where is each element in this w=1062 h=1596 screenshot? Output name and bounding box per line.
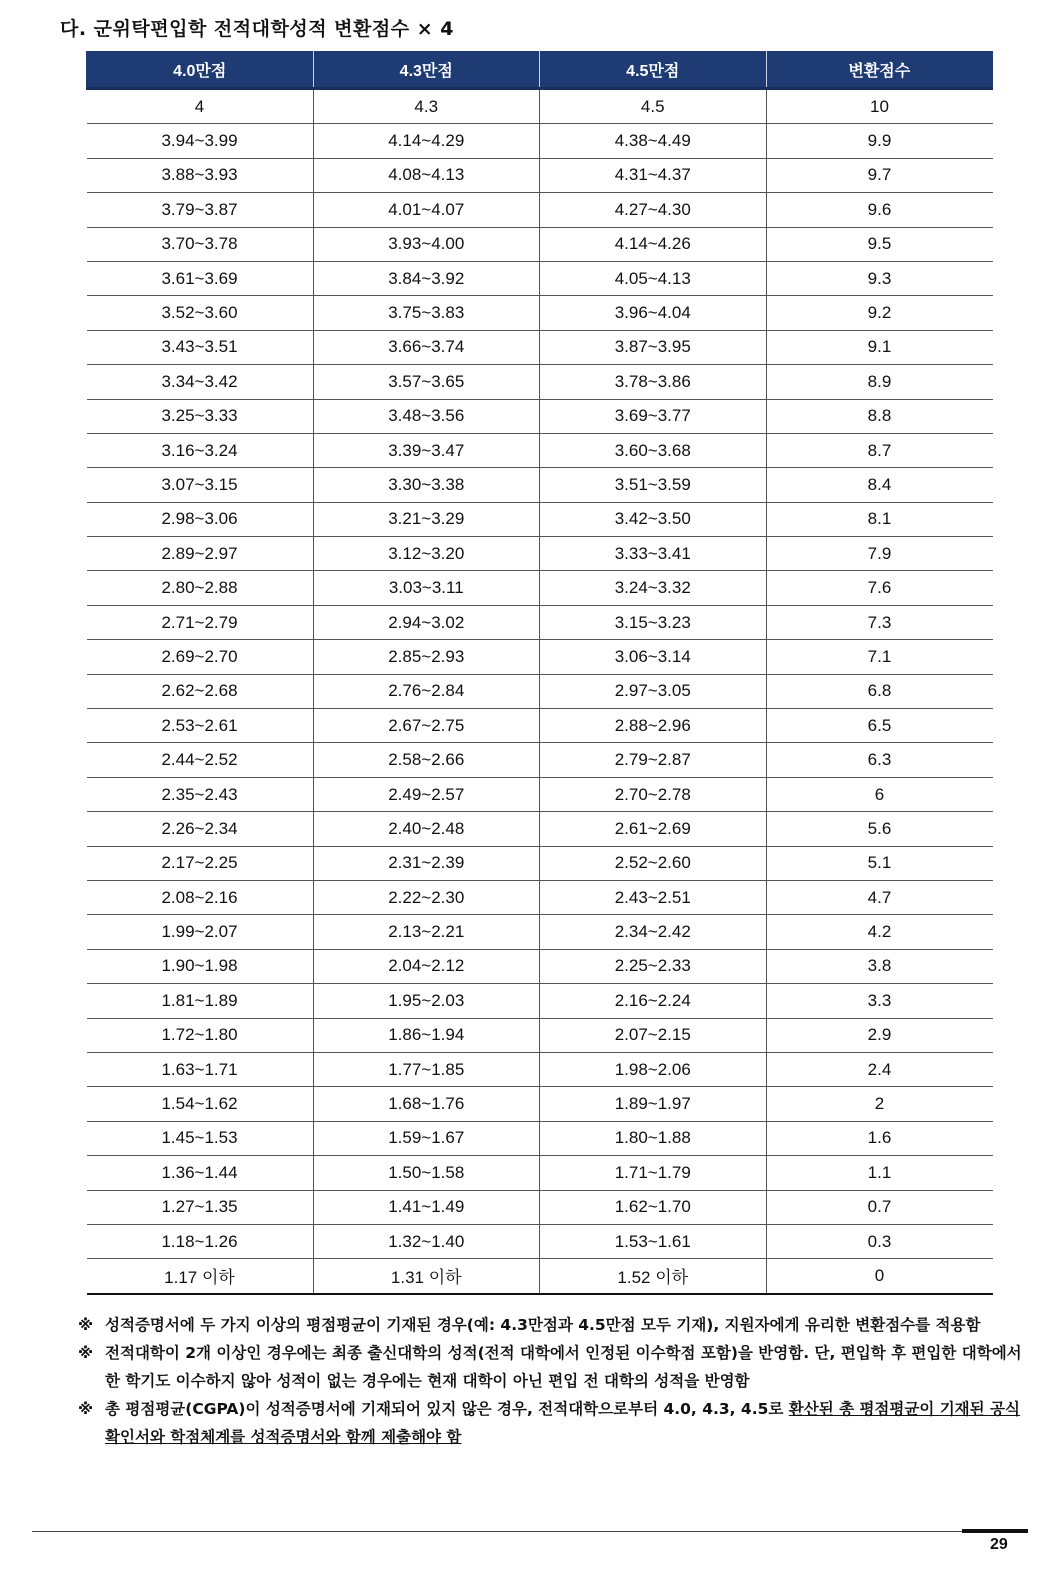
table-cell: 2.4 — [766, 1052, 993, 1086]
table-cell: 1.41~1.49 — [313, 1190, 540, 1224]
table-cell: 3.24~3.32 — [540, 571, 767, 605]
table-row — [87, 777, 993, 811]
table-cell: 0.7 — [766, 1190, 993, 1224]
table-row — [87, 709, 993, 743]
table-row — [87, 296, 993, 330]
table-row — [87, 846, 993, 880]
table-cell: 8.9 — [766, 365, 993, 399]
table-cell: 1.27~1.35 — [87, 1190, 314, 1224]
table-cell: 4.14~4.26 — [540, 227, 767, 261]
table-cell: 2.22~2.30 — [313, 880, 540, 914]
header-cell-4-5: 4.5만점 — [540, 52, 767, 89]
table-cell: 1.77~1.85 — [313, 1052, 540, 1086]
table-cell: 3.3 — [766, 984, 993, 1018]
table-cell: 8.8 — [766, 399, 993, 433]
table-row — [87, 468, 993, 502]
table-cell: 0 — [766, 1259, 993, 1294]
table-row — [87, 1121, 993, 1155]
table-cell: 3.03~3.11 — [313, 571, 540, 605]
table-cell: 2.44~2.52 — [87, 743, 314, 777]
table-cell: 3.69~3.77 — [540, 399, 767, 433]
table-cell: 8.1 — [766, 502, 993, 536]
table-cell: 1.89~1.97 — [540, 1087, 767, 1121]
table-cell: 3.33~3.41 — [540, 537, 767, 571]
table-cell: 5.6 — [766, 812, 993, 846]
table-cell: 2.80~2.88 — [87, 571, 314, 605]
table-cell: 3.06~3.14 — [540, 640, 767, 674]
table-cell: 2.40~2.48 — [313, 812, 540, 846]
note-item — [78, 1339, 1028, 1395]
table-cell: 2.16~2.24 — [540, 984, 767, 1018]
table-cell: 2.58~2.66 — [313, 743, 540, 777]
table-row — [87, 89, 993, 124]
table-cell: 2.26~2.34 — [87, 812, 314, 846]
table-cell: 7.3 — [766, 605, 993, 639]
table-cell: 9.1 — [766, 330, 993, 364]
table-cell: 2.97~3.05 — [540, 674, 767, 708]
table-cell: 1.80~1.88 — [540, 1121, 767, 1155]
note-mark: ※ — [78, 1316, 94, 1334]
table-cell: 7.1 — [766, 640, 993, 674]
table-row — [87, 537, 993, 571]
table-cell: 6.8 — [766, 674, 993, 708]
table-header-row — [87, 52, 993, 89]
table-row — [87, 1259, 993, 1294]
table-cell: 10 — [766, 89, 993, 124]
table-cell: 9.6 — [766, 193, 993, 227]
table-row — [87, 1052, 993, 1086]
table-cell: 9.7 — [766, 158, 993, 192]
table-cell: 4.2 — [766, 915, 993, 949]
table-cell: 7.9 — [766, 537, 993, 571]
header-cell-4-0: 4.0만점 — [87, 52, 314, 89]
table-cell: 3.07~3.15 — [87, 468, 314, 502]
table-cell: 1.52 이하 — [540, 1259, 767, 1294]
table-row — [87, 365, 993, 399]
page-number: 29 — [990, 1536, 1008, 1553]
table-cell: 1.31 이하 — [313, 1259, 540, 1294]
table-row — [87, 330, 993, 364]
table-cell: 2.62~2.68 — [87, 674, 314, 708]
table-cell: 1.62~1.70 — [540, 1190, 767, 1224]
footer-divider — [32, 1531, 1028, 1532]
table-cell: 4.38~4.49 — [540, 124, 767, 158]
table-cell: 6.5 — [766, 709, 993, 743]
table-cell: 1.98~2.06 — [540, 1052, 767, 1086]
table-cell: 1.32~1.40 — [313, 1224, 540, 1258]
table-cell: 9.3 — [766, 261, 993, 295]
table-cell: 2.04~2.12 — [313, 949, 540, 983]
table-cell: 3.79~3.87 — [87, 193, 314, 227]
table-cell: 4.08~4.13 — [313, 158, 540, 192]
table-row — [87, 915, 993, 949]
note-mark: ※ — [78, 1344, 94, 1362]
table-cell: 2.89~2.97 — [87, 537, 314, 571]
table-cell: 2.34~2.42 — [540, 915, 767, 949]
table-cell: 3.57~3.65 — [313, 365, 540, 399]
section-title: 다. 군위탁편입학 전적대학성적 변환점수 × 4 — [60, 18, 454, 40]
table-cell: 9.5 — [766, 227, 993, 261]
notes-section — [78, 1311, 1028, 1451]
table-row — [87, 433, 993, 467]
table-row — [87, 1190, 993, 1224]
note-item — [78, 1311, 1028, 1339]
table-cell: 1.17 이하 — [87, 1259, 314, 1294]
table-cell: 2.31~2.39 — [313, 846, 540, 880]
table-row — [87, 124, 993, 158]
note-item — [78, 1395, 1028, 1451]
table-cell: 3.87~3.95 — [540, 330, 767, 364]
table-cell: 1.54~1.62 — [87, 1087, 314, 1121]
table-row — [87, 227, 993, 261]
table-cell: 9.9 — [766, 124, 993, 158]
table-cell: 2.49~2.57 — [313, 777, 540, 811]
table-cell: 3.21~3.29 — [313, 502, 540, 536]
table-cell: 1.71~1.79 — [540, 1156, 767, 1190]
table-cell: 1.81~1.89 — [87, 984, 314, 1018]
table-cell: 3.60~3.68 — [540, 433, 767, 467]
table-row — [87, 674, 993, 708]
table-cell: 1.6 — [766, 1121, 993, 1155]
table-cell: 3.66~3.74 — [313, 330, 540, 364]
table-cell: 1.68~1.76 — [313, 1087, 540, 1121]
table-cell: 3.51~3.59 — [540, 468, 767, 502]
table-cell: 2.61~2.69 — [540, 812, 767, 846]
table-cell: 3.30~3.38 — [313, 468, 540, 502]
table-cell: 2.17~2.25 — [87, 846, 314, 880]
table-cell: 3.84~3.92 — [313, 261, 540, 295]
table-cell: 2.76~2.84 — [313, 674, 540, 708]
grade-conversion-table — [86, 51, 993, 1295]
table-row — [87, 571, 993, 605]
table-cell: 3.94~3.99 — [87, 124, 314, 158]
table-cell: 2.98~3.06 — [87, 502, 314, 536]
table-cell: 6.3 — [766, 743, 993, 777]
table-cell: 1.45~1.53 — [87, 1121, 314, 1155]
table-cell: 2.70~2.78 — [540, 777, 767, 811]
table-row — [87, 880, 993, 914]
table-cell: 2.25~2.33 — [540, 949, 767, 983]
table-cell: 9.2 — [766, 296, 993, 330]
table-cell: 2.71~2.79 — [87, 605, 314, 639]
table-cell: 3.93~4.00 — [313, 227, 540, 261]
table-cell: 3.39~3.47 — [313, 433, 540, 467]
table-cell: 3.88~3.93 — [87, 158, 314, 192]
table-row — [87, 399, 993, 433]
table-cell: 3.8 — [766, 949, 993, 983]
table-cell: 3.34~3.42 — [87, 365, 314, 399]
table-cell: 2.79~2.87 — [540, 743, 767, 777]
table-cell: 1.86~1.94 — [313, 1018, 540, 1052]
table-row — [87, 812, 993, 846]
table-cell: 0.3 — [766, 1224, 993, 1258]
table-cell: 4.3 — [313, 89, 540, 124]
table-cell: 2.69~2.70 — [87, 640, 314, 674]
table-cell: 4.7 — [766, 880, 993, 914]
table-cell: 1.59~1.67 — [313, 1121, 540, 1155]
table-row — [87, 640, 993, 674]
table-body — [87, 89, 993, 1294]
table-row — [87, 1018, 993, 1052]
table-cell: 2.07~2.15 — [540, 1018, 767, 1052]
table-cell: 2.35~2.43 — [87, 777, 314, 811]
table-cell: 3.43~3.51 — [87, 330, 314, 364]
table-cell: 4 — [87, 89, 314, 124]
table-cell: 3.96~4.04 — [540, 296, 767, 330]
note-text: 성적증명서에 두 가지 이상의 평점평균이 기재된 경우(예: 4.3만점과 4.5만점 모두 기재), 지원자에게 유리한 변환점수를 적용함 — [105, 1316, 981, 1334]
table-cell: 4.31~4.37 — [540, 158, 767, 192]
note-text-underlined: 환산된 총 평점평균이 기재된 공식 확인서와 학점체계를 성적증명서와 함께 제출해야 함 — [105, 1400, 1020, 1446]
table-cell: 3.61~3.69 — [87, 261, 314, 295]
table-cell: 2.53~2.61 — [87, 709, 314, 743]
table-cell: 1.72~1.80 — [87, 1018, 314, 1052]
table-row — [87, 261, 993, 295]
table-cell: 8.4 — [766, 468, 993, 502]
table-cell: 1.50~1.58 — [313, 1156, 540, 1190]
table-cell: 5.1 — [766, 846, 993, 880]
table-cell: 3.52~3.60 — [87, 296, 314, 330]
table-cell: 1.18~1.26 — [87, 1224, 314, 1258]
table-row — [87, 605, 993, 639]
table-row — [87, 949, 993, 983]
table-cell: 1.1 — [766, 1156, 993, 1190]
table-cell: 3.70~3.78 — [87, 227, 314, 261]
table-row — [87, 1224, 993, 1258]
table-cell: 1.90~1.98 — [87, 949, 314, 983]
table-cell: 2.94~3.02 — [313, 605, 540, 639]
table-cell: 3.25~3.33 — [87, 399, 314, 433]
table-cell: 2.9 — [766, 1018, 993, 1052]
table-cell: 4.05~4.13 — [540, 261, 767, 295]
table-cell: 2 — [766, 1087, 993, 1121]
table-row — [87, 743, 993, 777]
table-cell: 6 — [766, 777, 993, 811]
table-cell: 3.78~3.86 — [540, 365, 767, 399]
table-cell: 3.42~3.50 — [540, 502, 767, 536]
table-cell: 3.48~3.56 — [313, 399, 540, 433]
table-row — [87, 502, 993, 536]
table-cell: 3.12~3.20 — [313, 537, 540, 571]
table-cell: 2.52~2.60 — [540, 846, 767, 880]
table-cell: 3.15~3.23 — [540, 605, 767, 639]
table-cell: 2.88~2.96 — [540, 709, 767, 743]
note-text-plain: 총 평점평균(CGPA)이 성적증명서에 기재되어 있지 않은 경우, 전적대학으로부터 4.0, 4.3, 4.5로 — [105, 1400, 789, 1418]
table-cell: 2.08~2.16 — [87, 880, 314, 914]
table-cell: 1.95~2.03 — [313, 984, 540, 1018]
table-cell: 2.13~2.21 — [313, 915, 540, 949]
table-cell: 1.36~1.44 — [87, 1156, 314, 1190]
table-cell: 4.27~4.30 — [540, 193, 767, 227]
table-cell: 3.16~3.24 — [87, 433, 314, 467]
table-cell: 3.75~3.83 — [313, 296, 540, 330]
note-text: 전적대학이 2개 이상인 경우에는 최종 출신대학의 성적(전적 대학에서 인정된 이수학점 포함)을 반영함. 단, 편입학 후 편입한 대학에서 한 학기도 이수하지 않아 성적이 없는 경우에는 현재 대학이 아닌 편입 전 대학의 성적을 반영함 — [105, 1344, 1022, 1390]
table-cell: 4.01~4.07 — [313, 193, 540, 227]
header-cell-converted-score: 변환점수 — [766, 52, 993, 89]
note-mark: ※ — [78, 1400, 94, 1418]
table-cell: 1.63~1.71 — [87, 1052, 314, 1086]
table-row — [87, 1156, 993, 1190]
table-cell: 1.53~1.61 — [540, 1224, 767, 1258]
table-cell: 2.67~2.75 — [313, 709, 540, 743]
note-text — [105, 1395, 1028, 1451]
table-cell: 1.99~2.07 — [87, 915, 314, 949]
footer-accent-bar — [962, 1529, 1028, 1533]
table-row — [87, 984, 993, 1018]
table-cell: 8.7 — [766, 433, 993, 467]
table-cell: 7.6 — [766, 571, 993, 605]
table-cell: 4.14~4.29 — [313, 124, 540, 158]
header-cell-4-3: 4.3만점 — [313, 52, 540, 89]
table-cell: 4.5 — [540, 89, 767, 124]
table-cell: 2.85~2.93 — [313, 640, 540, 674]
table-row — [87, 158, 993, 192]
table-row — [87, 1087, 993, 1121]
table-cell: 2.43~2.51 — [540, 880, 767, 914]
table-row — [87, 193, 993, 227]
